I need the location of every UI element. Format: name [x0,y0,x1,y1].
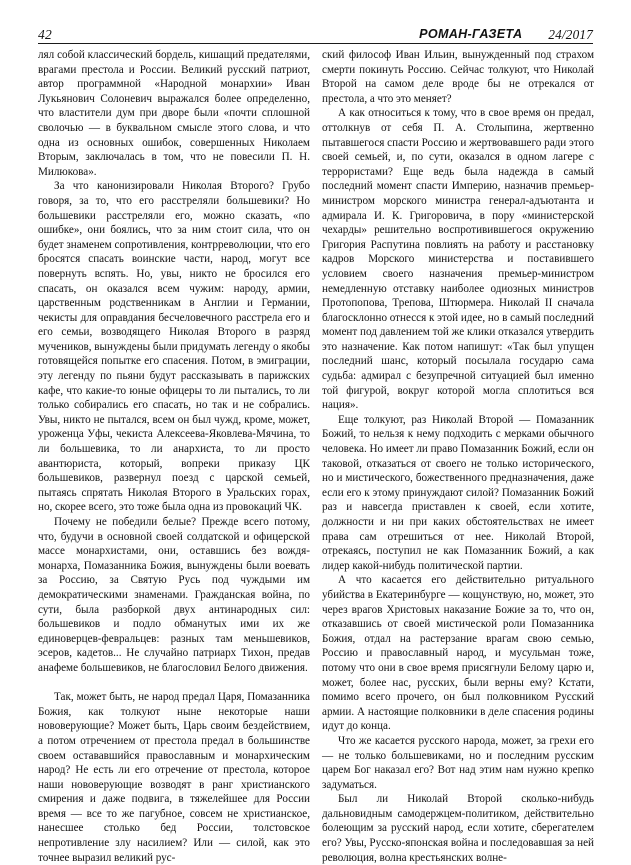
paragraph: А что касается его действительно ритуального убийства в Екатеринбурге — кощунствую, но, может, это через врагов Христовых наказание Божие за то, что он, отказавшись от своей мистической роли Помазанника Божия, отдал на растерзание врагам свою семью, Россию и православный народ, и мусульман тоже, потому что они в свое время присягнули Белому царю и, может, более нас, русских, были верны ему? Кстати, помимо всего прочего, он был полковником Русский армии. А настоящие полковники в деле спасения родины идут до конца. [322,574,594,733]
paragraph: Почему не победили белые? Прежде всего потому, что, будучи в основной своей солдатской и офицерской массе монархистами, они, оставшись без вождя-монарха, Помазанника Божия, вынуждены были воевать за Россию, за Святую Русь под чуждыми им демократическими знаменами. Гражданская война, по сути, была разборкой двух антинародных сил: большевиков и подло обманутых ими их же единоверцев-февральцев: разных там меньшевиков, эсеров, кадетов... Не случайно патриарх Тихон, предав анафеме большевиков, не благословил Белого движения. [38,516,310,674]
right-column [322,48,594,865]
paragraph: За что канонизировали Николая Второго? Грубо говоря, за то, что его расстреляли большевики? Но большевики расстреляли его, можно сказать, «по ошибке», они боялись, что за ним стоит сила, что он будет знаменем сопротивления, контрреволюции, что его бросятся спасать воинские части, народ, могут все повернуть вспять. Но, увы, никто не бросился его спасать, он оказался всем чужим: народу, армии, царственным родственникам в Англии и Германии, чекисты для оправдания бесчеловечного расстрела его и его семьи, возводящего Николая Второго в разряд мучеников, вынуждены были придумать легенду о якобы готовящейся попытке его спасения. Потом, в эмиграции, эту легенду по пьяни будут рассказывать в парижских кафе, что какие-то юные офицеры то ли пытались, то ли только собирались его спасать, но так и не собрались. Увы, никто не пытался, всем он был чужд, кроме, может, уроженца Уфы, чекиста Алексеева-Яковлева-Мячина, то ли большевика, то ли анархиста, то ли просто авантюриста, который, вопреки приказу ЦК большевиков, развернул поезд с царской семьей, пытаясь спрятать Николая Второго в Уральских горах, но, скорее всего, это тоже была одна из провокаций ЧК. [38,180,310,514]
paragraph: Что же касается русского народа, может, за грехи его — не только большевиками, но и последним русским царем Бог наказал его? Вот над этим нам нужно крепко задуматься. [322,734,594,791]
paragraph: А как относиться к тому, что в свое время он предал, оттолкнув от себя П. А. Столыпина, жертвенно пытавшегося спасти Россию и жертвовавшего ради этого своей семьей, и, по сути, оказался в одном лагере с террористами? Еще ведь была надежда в самый последний момент спасти Империю, назначив премьер-министром морского министра генерал-адъютанта и адмирала И. К. Григоровича, в пору «министерской чехарды» решительно воспротивившегося окружению Григория Распутина повлиять на работу и расстановку кадров Морского министерства и поставившего условием своего назначения премьер-министром немедленную отставку наиболее одиозных министров Протопопова, Трепова, Штюрмера. Николай II сначала благосклонно отнесся к этой идее, но в самый последний момент под давлением той же клики отказался утвердить это назначение. Как потом напишут: «Так был упущен последний шанс, который посылала государю сама судьба: адмирал с безупречной ситуацией был именно той фигурой, вокруг которой могла сплотиться вся нация». [322,107,594,412]
paragraph: Был ли Николай Второй сколько-нибудь дальновидным самодержцем-политиком, действительно болеющим за русский народ, если хотите, сберегателем его? Увы, Русско-японская война и последовавшая за ней революция, волна крестьянских волне- [322,793,594,864]
page-number: 42 [38,26,52,42]
paragraph: Так, может быть, не народ предал Царя, Помазанника Божия, как толкуют ныне некоторые наши нововерующие? Может быть, Царь своим бездействием, а потом отречением от престола предал в большинстве своем остававшийся православным и монархическим народ? Не есть ли его отречение от престола, которое наши нововерующие возводят в ранг христианского смирения и даже подвига, в тяжелейшее для России время — все то же пагубное, совсем не христианское, нанесшее столько бед России, толстовское непротивление злу насилием? Или — силой, как это точнее выразил великий рус- [38,691,310,864]
running-head [38,19,593,44]
issue-number: 24/2017 [548,26,593,42]
paragraph: ский философ Иван Ильин, вынужденный под страхом смерти покинуть Россию. Сейчас толкуют, что Николай Второй на самом деле вроде бы не отрекался от престола, а что это меняет? [322,49,594,105]
left-column [38,48,310,865]
running-head-right [419,28,593,41]
paragraph: лял собой классический бордель, кишащий предателями, врагами престола и России. Великий русский патриот, автор программной «Народной монархии» Иван Лукьянович Солоневич выражался более определенно, что властители дум при дворе были «почти сплошной сволочью — в буквальном смысле этого слова, и что одна из основных ошибок, совершенных Николаем Вторым, заключалась в том, что не повесили П. Н. Милюкова». [38,49,310,178]
publication-title: РОМАН-ГАЗЕТА [419,27,523,42]
body-columns [38,48,594,865]
paragraph: Еще толкуют, раз Николай Второй — Помазанник Божий, то нельзя к нему подходить с мерками обычного человека. Но имеет ли право Помазанник Божий, если он таковой, отказаться от своего не только исторического, но и мистического, божественного предназначения, даже если его к этому принуждают силой? Помазанник Божий раз и навсегда приставлен к своей, если хотите, должности и ни при каких обстоятельствах не имеет права сам отрешиться от нее. Николай Второй, отрекаясь, поступил не как Помазанник Божий, а как лидер какой-нибудь политической партии. [322,413,594,572]
